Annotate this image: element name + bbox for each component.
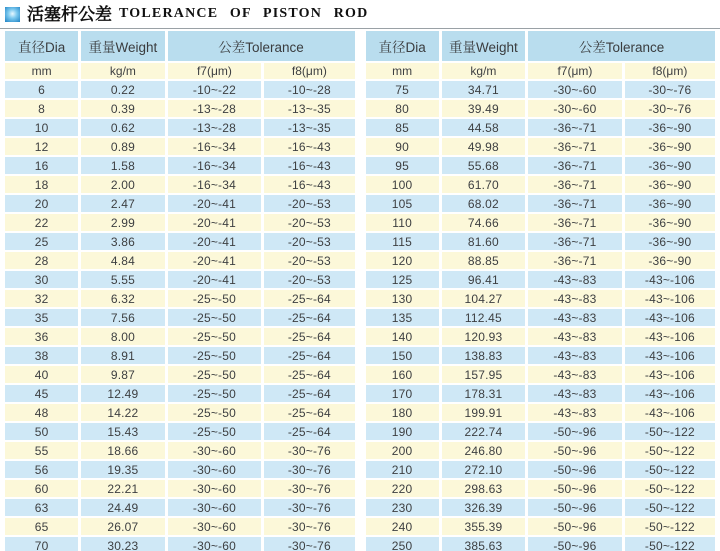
f8-cell: -43~-106 (625, 404, 715, 421)
weight-cell: 39.49 (442, 100, 525, 117)
dia-cell: 28 (5, 252, 78, 269)
f7-cell: -25~-50 (168, 385, 262, 402)
dia-cell: 12 (5, 138, 78, 155)
weight-cell: 2.00 (81, 176, 164, 193)
dia-cell: 63 (5, 499, 78, 516)
weight-cell: 0.22 (81, 81, 164, 98)
table-row (5, 252, 355, 269)
f7-cell: -36~-71 (528, 214, 622, 231)
f8-cell: -30~-76 (264, 442, 354, 459)
f7-cell: -43~-83 (528, 309, 622, 326)
f8-cell: -50~-122 (625, 442, 715, 459)
weight-cell: 3.86 (81, 233, 164, 250)
table-row (366, 537, 716, 551)
weight-cell: 298.63 (442, 480, 525, 497)
table-row (5, 328, 355, 345)
dia-cell: 35 (5, 309, 78, 326)
f7-cell: -25~-50 (168, 347, 262, 364)
table-row (366, 214, 716, 231)
f7-cell: -25~-50 (168, 404, 262, 421)
dia-cell: 8 (5, 100, 78, 117)
dia-cell: 40 (5, 366, 78, 383)
table-row (366, 423, 716, 440)
weight-cell: 26.07 (81, 518, 164, 535)
f8-cell: -30~-76 (264, 518, 354, 535)
dia-cell: 36 (5, 328, 78, 345)
dia-cell: 56 (5, 461, 78, 478)
f8-cell: -50~-122 (625, 499, 715, 516)
weight-cell: 272.10 (442, 461, 525, 478)
table-row (5, 537, 355, 551)
dia-cell: 160 (366, 366, 439, 383)
dia-cell: 20 (5, 195, 78, 212)
table-row (5, 442, 355, 459)
f7-cell: -36~-71 (528, 119, 622, 136)
dia-cell: 170 (366, 385, 439, 402)
dia-cell: 150 (366, 347, 439, 364)
dia-cell: 240 (366, 518, 439, 535)
f8-cell: -30~-76 (264, 537, 354, 551)
table-row (5, 423, 355, 440)
title-english: TOLERANCE OF PISTON ROD (119, 6, 369, 21)
table-row (366, 442, 716, 459)
f8-cell: -43~-106 (625, 385, 715, 402)
f8-cell: -20~-53 (264, 233, 354, 250)
f7-cell: -43~-83 (528, 404, 622, 421)
weight-cell: 0.89 (81, 138, 164, 155)
f7-cell: -25~-50 (168, 290, 262, 307)
f7-cell: -43~-83 (528, 271, 622, 288)
table-row (5, 271, 355, 288)
f7-cell: -30~-60 (168, 537, 262, 551)
f8-cell: -50~-122 (625, 518, 715, 535)
f8-cell: -30~-76 (625, 81, 715, 98)
table-row (5, 461, 355, 478)
unit-header-kgm: kg/m (81, 63, 164, 79)
weight-cell: 74.66 (442, 214, 525, 231)
f8-cell: -25~-64 (264, 347, 354, 364)
f7-cell: -43~-83 (528, 290, 622, 307)
table-row (5, 81, 355, 98)
weight-cell: 385.63 (442, 537, 525, 551)
f7-cell: -43~-83 (528, 328, 622, 345)
dia-cell: 220 (366, 480, 439, 497)
f8-cell: -50~-122 (625, 423, 715, 440)
f7-cell: -16~-34 (168, 138, 262, 155)
weight-cell: 0.62 (81, 119, 164, 136)
weight-cell: 24.49 (81, 499, 164, 516)
f8-cell: -43~-106 (625, 347, 715, 364)
f7-cell: -36~-71 (528, 233, 622, 250)
f8-cell: -20~-53 (264, 271, 354, 288)
table-row (5, 100, 355, 117)
weight-cell: 138.83 (442, 347, 525, 364)
dia-cell: 105 (366, 195, 439, 212)
f7-cell: -20~-41 (168, 252, 262, 269)
table-row (5, 119, 355, 136)
f7-cell: -30~-60 (528, 81, 622, 98)
table-row (366, 366, 716, 383)
f8-cell: -50~-122 (625, 480, 715, 497)
dia-cell: 10 (5, 119, 78, 136)
dia-cell: 65 (5, 518, 78, 535)
table-row (5, 195, 355, 212)
dia-cell: 32 (5, 290, 78, 307)
unit-header-f8: f8(μm) (264, 63, 354, 79)
dia-cell: 90 (366, 138, 439, 155)
table-row (366, 309, 716, 326)
f7-cell: -20~-41 (168, 233, 262, 250)
title-chinese: 活塞杆公差 (27, 4, 112, 24)
f7-cell: -25~-50 (168, 366, 262, 383)
f7-cell: -36~-71 (528, 176, 622, 193)
f8-cell: -50~-122 (625, 461, 715, 478)
f7-cell: -30~-60 (168, 499, 262, 516)
f8-cell: -43~-106 (625, 290, 715, 307)
weight-cell: 9.87 (81, 366, 164, 383)
weight-cell: 112.45 (442, 309, 525, 326)
table-row (366, 271, 716, 288)
dia-cell: 120 (366, 252, 439, 269)
table-row (366, 252, 716, 269)
table-row (366, 461, 716, 478)
f8-cell: -43~-106 (625, 328, 715, 345)
table-row (366, 328, 716, 345)
tolerance-table-left (2, 29, 358, 551)
dia-cell: 45 (5, 385, 78, 402)
f8-cell: -36~-90 (625, 138, 715, 155)
weight-cell: 81.60 (442, 233, 525, 250)
dia-cell: 70 (5, 537, 78, 551)
column-header-weight: 重量Weight (81, 31, 164, 61)
blue-glow-square-icon (5, 7, 20, 22)
dia-cell: 130 (366, 290, 439, 307)
dia-cell: 75 (366, 81, 439, 98)
f8-cell: -36~-90 (625, 119, 715, 136)
f7-cell: -50~-96 (528, 499, 622, 516)
f8-cell: -43~-106 (625, 271, 715, 288)
dia-cell: 190 (366, 423, 439, 440)
f7-cell: -25~-50 (168, 423, 262, 440)
weight-cell: 12.49 (81, 385, 164, 402)
table-row (366, 138, 716, 155)
dia-cell: 30 (5, 271, 78, 288)
table-row (366, 233, 716, 250)
f7-cell: -13~-28 (168, 119, 262, 136)
f8-cell: -36~-90 (625, 252, 715, 269)
f7-cell: -30~-60 (168, 480, 262, 497)
f8-cell: -25~-64 (264, 290, 354, 307)
table-row (366, 81, 716, 98)
f7-cell: -43~-83 (528, 385, 622, 402)
weight-cell: 68.02 (442, 195, 525, 212)
table-row (366, 347, 716, 364)
weight-cell: 96.41 (442, 271, 525, 288)
f8-cell: -25~-64 (264, 404, 354, 421)
f8-cell: -36~-90 (625, 195, 715, 212)
f8-cell: -43~-106 (625, 309, 715, 326)
table-row (366, 480, 716, 497)
f7-cell: -50~-96 (528, 518, 622, 535)
unit-header-mm: mm (5, 63, 78, 79)
weight-cell: 2.99 (81, 214, 164, 231)
f7-cell: -30~-60 (168, 461, 262, 478)
f7-cell: -25~-50 (168, 309, 262, 326)
f8-cell: -16~-43 (264, 138, 354, 155)
f8-cell: -30~-76 (625, 100, 715, 117)
f7-cell: -10~-22 (168, 81, 262, 98)
weight-cell: 44.58 (442, 119, 525, 136)
f7-cell: -43~-83 (528, 366, 622, 383)
f8-cell: -36~-90 (625, 214, 715, 231)
weight-cell: 246.80 (442, 442, 525, 459)
table-row (5, 138, 355, 155)
weight-cell: 7.56 (81, 309, 164, 326)
column-header-dia: 直径Dia (5, 31, 78, 61)
weight-cell: 222.74 (442, 423, 525, 440)
weight-cell: 14.22 (81, 404, 164, 421)
f7-cell: -43~-83 (528, 347, 622, 364)
dia-cell: 60 (5, 480, 78, 497)
f8-cell: -16~-43 (264, 157, 354, 174)
dia-cell: 135 (366, 309, 439, 326)
column-header-tolerance: 公差Tolerance (528, 31, 715, 61)
weight-cell: 34.71 (442, 81, 525, 98)
dia-cell: 210 (366, 461, 439, 478)
weight-cell: 120.93 (442, 328, 525, 345)
f8-cell: -30~-76 (264, 480, 354, 497)
f7-cell: -30~-60 (168, 518, 262, 535)
f8-cell: -50~-122 (625, 537, 715, 551)
f7-cell: -13~-28 (168, 100, 262, 117)
weight-cell: 55.68 (442, 157, 525, 174)
dia-cell: 22 (5, 214, 78, 231)
weight-cell: 157.95 (442, 366, 525, 383)
f7-cell: -36~-71 (528, 195, 622, 212)
f8-cell: -25~-64 (264, 423, 354, 440)
unit-header-f7: f7(μm) (528, 63, 622, 79)
dia-cell: 250 (366, 537, 439, 551)
table-row (5, 214, 355, 231)
f7-cell: -20~-41 (168, 195, 262, 212)
column-header-dia: 直径Dia (366, 31, 439, 61)
weight-cell: 178.31 (442, 385, 525, 402)
f7-cell: -50~-96 (528, 480, 622, 497)
f7-cell: -50~-96 (528, 537, 622, 551)
dia-cell: 48 (5, 404, 78, 421)
table-row (5, 157, 355, 174)
f7-cell: -36~-71 (528, 157, 622, 174)
table-row (5, 404, 355, 421)
f7-cell: -30~-60 (528, 100, 622, 117)
dia-cell: 50 (5, 423, 78, 440)
weight-cell: 49.98 (442, 138, 525, 155)
column-header-weight: 重量Weight (442, 31, 525, 61)
weight-cell: 19.35 (81, 461, 164, 478)
f8-cell: -16~-43 (264, 176, 354, 193)
weight-cell: 8.91 (81, 347, 164, 364)
table-row (5, 518, 355, 535)
table-row (366, 385, 716, 402)
f7-cell: -36~-71 (528, 252, 622, 269)
dia-cell: 140 (366, 328, 439, 345)
weight-cell: 355.39 (442, 518, 525, 535)
dia-cell: 6 (5, 81, 78, 98)
f8-cell: -36~-90 (625, 157, 715, 174)
table-row (366, 290, 716, 307)
table-row (5, 366, 355, 383)
f8-cell: -13~-35 (264, 119, 354, 136)
f7-cell: -16~-34 (168, 157, 262, 174)
weight-cell: 326.39 (442, 499, 525, 516)
dia-cell: 180 (366, 404, 439, 421)
table-row (366, 157, 716, 174)
f8-cell: -30~-76 (264, 499, 354, 516)
f7-cell: -16~-34 (168, 176, 262, 193)
f8-cell: -43~-106 (625, 366, 715, 383)
table-row (5, 233, 355, 250)
page-title (0, 0, 720, 26)
table-row (5, 309, 355, 326)
table-row (5, 499, 355, 516)
weight-cell: 22.21 (81, 480, 164, 497)
dia-cell: 25 (5, 233, 78, 250)
f8-cell: -36~-90 (625, 176, 715, 193)
dia-cell: 125 (366, 271, 439, 288)
table-row (366, 499, 716, 516)
f7-cell: -50~-96 (528, 423, 622, 440)
dia-cell: 55 (5, 442, 78, 459)
weight-cell: 15.43 (81, 423, 164, 440)
dia-cell: 100 (366, 176, 439, 193)
f8-cell: -25~-64 (264, 385, 354, 402)
table-row (366, 404, 716, 421)
f8-cell: -25~-64 (264, 328, 354, 345)
f8-cell: -30~-76 (264, 461, 354, 478)
dia-cell: 18 (5, 176, 78, 193)
column-header-tolerance: 公差Tolerance (168, 31, 355, 61)
dia-cell: 85 (366, 119, 439, 136)
f8-cell: -25~-64 (264, 366, 354, 383)
table-row (366, 119, 716, 136)
table-row (366, 195, 716, 212)
weight-cell: 199.91 (442, 404, 525, 421)
f7-cell: -50~-96 (528, 442, 622, 459)
f7-cell: -20~-41 (168, 271, 262, 288)
f8-cell: -13~-35 (264, 100, 354, 117)
table-row (5, 480, 355, 497)
f8-cell: -20~-53 (264, 252, 354, 269)
dia-cell: 38 (5, 347, 78, 364)
weight-cell: 4.84 (81, 252, 164, 269)
f8-cell: -10~-28 (264, 81, 354, 98)
weight-cell: 2.47 (81, 195, 164, 212)
weight-cell: 30.23 (81, 537, 164, 551)
unit-header-mm: mm (366, 63, 439, 79)
table-row (366, 100, 716, 117)
unit-header-kgm: kg/m (442, 63, 525, 79)
weight-cell: 5.55 (81, 271, 164, 288)
f7-cell: -50~-96 (528, 461, 622, 478)
table-row (366, 518, 716, 535)
f8-cell: -20~-53 (264, 214, 354, 231)
f7-cell: -25~-50 (168, 328, 262, 345)
unit-header-f8: f8(μm) (625, 63, 715, 79)
weight-cell: 1.58 (81, 157, 164, 174)
tolerance-table-right (363, 29, 719, 551)
f7-cell: -36~-71 (528, 138, 622, 155)
f7-cell: -30~-60 (168, 442, 262, 459)
dia-cell: 95 (366, 157, 439, 174)
f7-cell: -20~-41 (168, 214, 262, 231)
dia-cell: 80 (366, 100, 439, 117)
f8-cell: -36~-90 (625, 233, 715, 250)
weight-cell: 0.39 (81, 100, 164, 117)
dia-cell: 16 (5, 157, 78, 174)
dia-cell: 230 (366, 499, 439, 516)
table-row (366, 176, 716, 193)
weight-cell: 104.27 (442, 290, 525, 307)
table-row (5, 347, 355, 364)
weight-cell: 6.32 (81, 290, 164, 307)
weight-cell: 18.66 (81, 442, 164, 459)
dia-cell: 200 (366, 442, 439, 459)
table-row (5, 176, 355, 193)
dia-cell: 115 (366, 233, 439, 250)
table-row (5, 385, 355, 402)
unit-header-f7: f7(μm) (168, 63, 262, 79)
weight-cell: 88.85 (442, 252, 525, 269)
weight-cell: 8.00 (81, 328, 164, 345)
dia-cell: 110 (366, 214, 439, 231)
table-row (5, 290, 355, 307)
f8-cell: -20~-53 (264, 195, 354, 212)
weight-cell: 61.70 (442, 176, 525, 193)
tolerance-tables (0, 29, 720, 551)
f8-cell: -25~-64 (264, 309, 354, 326)
